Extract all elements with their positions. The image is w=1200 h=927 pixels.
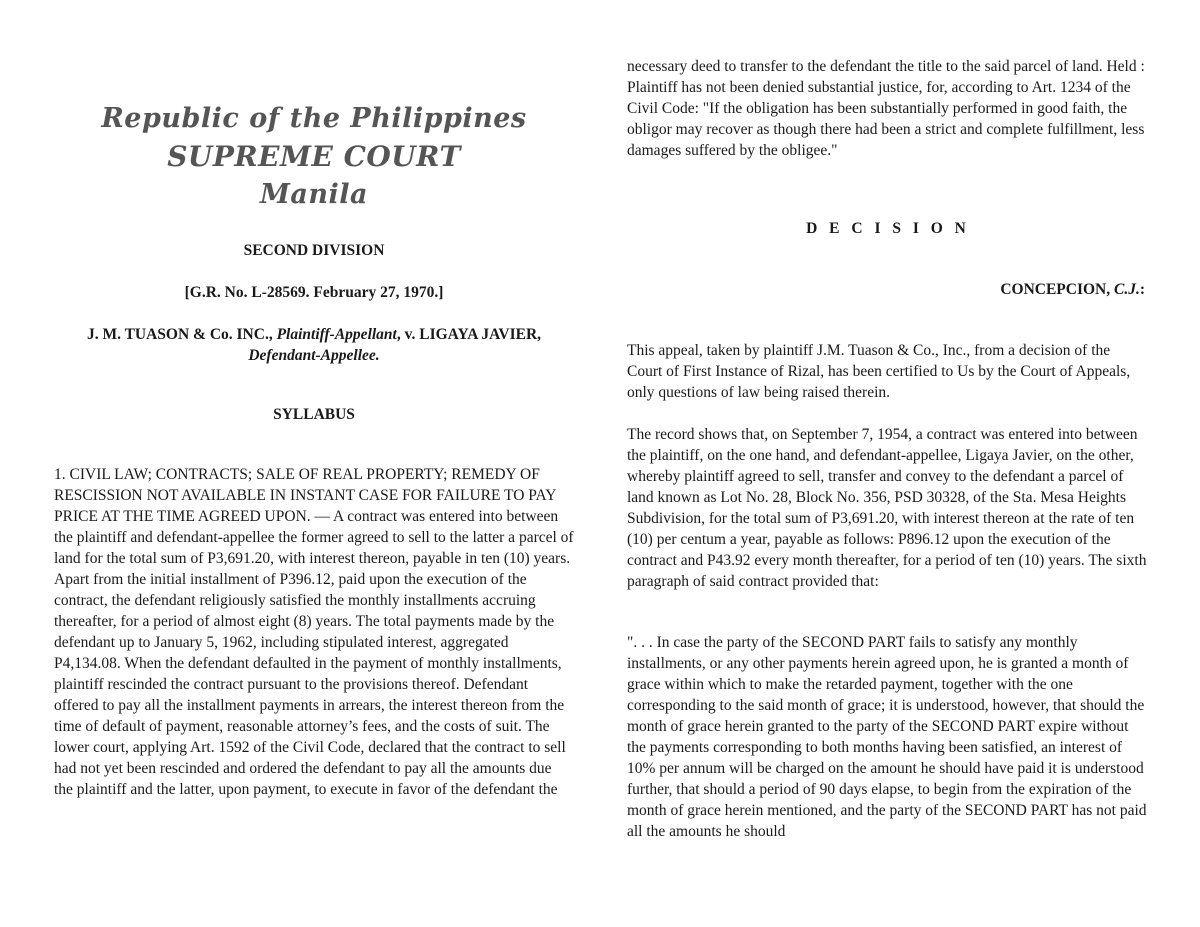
decision-paragraph-1: This appeal, taken by plaintiff J.M. Tuason & Co., Inc., from a decision of the Court of First Instance of Rizal, has been certified to Us by the Court of Appeals, only questions of law being raised therein. [627, 342, 1131, 401]
ponente [627, 281, 1145, 299]
division-heading: SECOND DIVISION [243, 242, 385, 259]
decision-paragraph-2: The record shows that, on September 7, 1954, a contract was entered into between the plaintiff, on the one hand, and defendant-appellee, Ligaya Javier, on the other, whereby plaintiff agreed to sell, transfer and convey to the defendant a parcel of land known as Lot No. 28, Block No. 356, PSD 30328, of the Sta. Mesa Heights Subdivision, for the total sum of P3,691.20, with interest thereon at the rate of ten (10) per centum a year, payable as follows: P896.12 upon the execution of the contract and P43.92 every month thereafter, for a period of ten (10) years. The sixth paragraph of said contract provided that: [627, 426, 1147, 590]
defendant-role: Defendant-Appellee. [248, 347, 380, 364]
syllabus-heading: SYLLABUS [273, 406, 355, 423]
header-manila: Manila [259, 179, 369, 210]
ponente-name: CONCEPCION, [1000, 281, 1114, 298]
ponente-title: C.J. [1113, 281, 1140, 298]
decision-heading: D E C I S I O N [806, 220, 970, 237]
ponente-suffix: : [1139, 281, 1145, 298]
header-supreme-court: SUPREME COURT [167, 140, 461, 173]
gr-number: [G.R. No. L-28569. February 27, 1970.] [184, 284, 444, 301]
versus-defendant: , v. LIGAYA JAVIER, [396, 326, 542, 343]
plaintiff-role: Plaintiff-Appellant [276, 326, 397, 343]
header-republic: Republic of the Philippines [101, 103, 527, 134]
plaintiff-name: J. M. TUASON & Co. INC., [86, 326, 277, 343]
syllabus-continued: necessary deed to transfer to the defendant the title to the said parcel of land. Held : Plaintiff has not been denied substantial justice, for, according to Art. 1234 of the Civil Code: "If the obligation has been substantially performed in good faith, the obligor may recover as though there had been a strict and complete fulfillment, less damages suffered by the obligee." [627, 58, 1145, 159]
syllabus-text: 1. CIVIL LAW; CONTRACTS; SALE OF REAL PROPERTY; REMEDY OF RESCISSION NOT AVAILABLE IN INSTANT CASE FOR FAILURE TO PAY PRICE AT THE TIME AGREED UPON. — A contract was entered into between the plaintiff and defendant-appellee the former agreed to sell to the latter a parcel of land for the total sum of P3,691.20, with interest thereon, payable in ten (10) years. Apart from the initial installment of P396.12, paid upon the execution of the contract, the defendant religiously satisfied the monthly installments accruing thereafter, for a period of almost eight (8) years. The total payments made by the defendant up to January 5, 1962, including stipulated interest, aggregated P4,134.08. When the defendant defaulted in the payment of monthly installments, plaintiff rescinded the contract pursuant to the provisions thereof. Defendant offered to pay all the installment payments in arrears, the interest thereon from the time of default of payment, reasonable attorney’s fees, and the costs of suit. The lower court, applying Art. 1592 of the Civil Code, declared that the contract to sell had not yet been rescinded and ordered the defendant to pay all the amounts due the plaintiff and the latter, upon payment, to execute in favor of the defendant the [54, 466, 574, 798]
decision-paragraph-3: ". . . In case the party of the SECOND PART fails to satisfy any monthly installments, or any other payments herein agreed upon, he is granted a month of grace within which to make the retarded payment, together with the one corresponding to the said month of grace; it is understood, however, that should the month of grace herein granted to the party of the SECOND PART expire without the payments corresponding to both months having been satisfied, an interest of 10% per annum will be charged on the amount he should have paid it is understood further, that should a period of 90 days elapse, to begin from the expiration of the month of grace herein mentioned, and the party of the SECOND PART has not paid all the amounts he should [627, 634, 1147, 840]
case-parties [54, 324, 574, 366]
court-header [54, 100, 574, 214]
